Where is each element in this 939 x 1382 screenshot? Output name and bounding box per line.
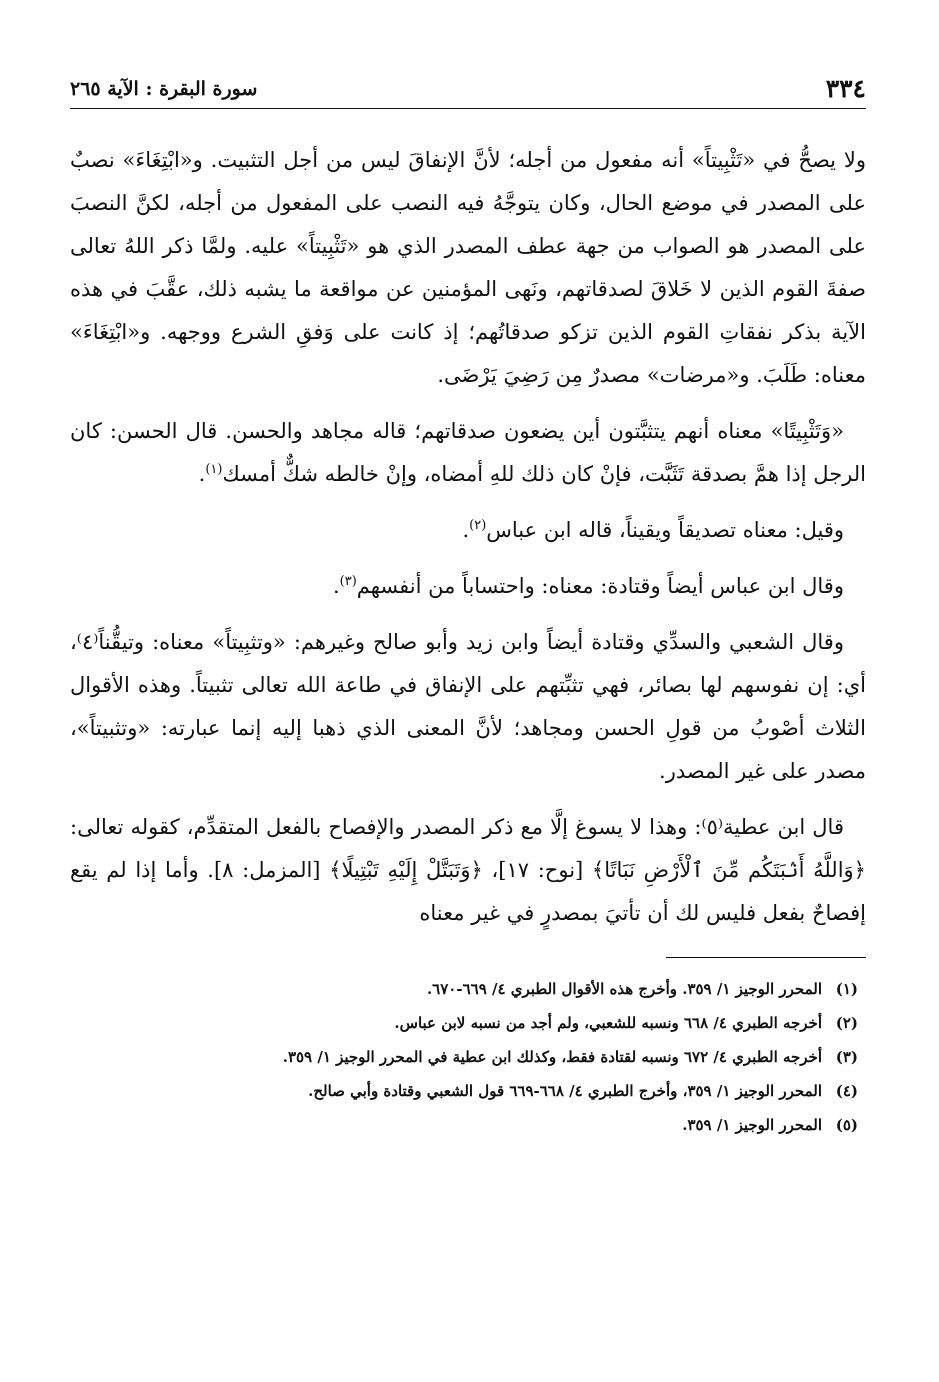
footnote-number: (٥): [835, 1116, 858, 1134]
footnote-text: المحرر الوجيز ١/ ٣٥٩، وأخرج الطبري ٤/ ٦٦٨-٦٦٩ قول الشعبي وقتادة وأبي صالح.: [308, 1082, 822, 1100]
book-page: [70, 68, 866, 1318]
paragraph-text: وقيل: معناه تصديقاً ويقيناً، قاله ابن عباس: [486, 518, 844, 542]
paragraph: [70, 621, 866, 793]
paragraph: وقيل: معناه تصديقاً ويقيناً، قاله ابن عباس$^{(٢)}$.: [462, 518, 844, 542]
page-number: ٣٣٤: [825, 74, 866, 103]
paragraph-text: وقال الشعبي والسدِّي وقتادة أيضاً وابن زيد وأبو صالح وغيرهم: «وتثبِيتاً» معناه: وتيقُّناً⁽٤⁾، أي: إن نفوسهم لها بصائر، فهي تثبِّتهم على الإنفاق في طاعة الله تعالى تثبيتاً. وهذه الأقوال الثلاث أصْوبُ من قولِ الحسن ومجاهد؛ لأنَّ المعنى الذي ذهبا إليه إنما عبارته: «وتثبيتاً»، مصدر على غير المصدر.: [70, 630, 866, 783]
footnote: [70, 1108, 866, 1142]
footnote: [70, 1006, 866, 1040]
footnote-reference: (١): [205, 462, 223, 477]
footnote-reference: (٣): [339, 574, 357, 589]
footnote-text: أخرجه الطبري ٤/ ٦٧٢ ونسبه لقتادة فقط، وكذلك ابن عطية في المحرر الوجيز ١/ ٣٥٩.: [282, 1048, 822, 1066]
footnote-number: (١): [835, 980, 858, 998]
surah-verse-title: سورة البقرة : الآية ٢٦٥: [70, 78, 258, 100]
paragraph-text: وقال ابن عباس أيضاً وقتادة: معناه: واحتساباً من أنفسهم: [356, 574, 844, 598]
paragraph: [70, 139, 866, 397]
footnote-number: (٤): [835, 1082, 858, 1100]
footnote-divider: [666, 957, 866, 958]
footnotes: [70, 972, 866, 1142]
paragraph-text: ولا يصحُّ في «تَثْبِيتاً» أنه مفعول من أجله؛ لأنَّ الإنفاقَ ليس من أجل التثبيت. و«ابْتِغَاءَ» نصبٌ على المصدر في موضع الحال، وكان يتوجَّهُ فيه النصب على المفعول من أجله، لكنَّ النصبَ على المصدر هو الصواب من جهة عطف المصدر الذي هو «تَثْبِيتاً» عليه. ولمَّا ذكر اللهُ تعالى صفةَ القوم الذين لا خَلاقَ لصدقاتهم، ونَهى المؤمنين عن مواقعة ما يشبه ذلك، عقَّبَ في هذه الآية بذكر نفقاتِ القوم الذين تزكو صدقاتُهم؛ إذ كانت على وَفقِ الشرع ووجهه. و«ابْتِغَاءَ» معناه: طَلَبَ. و«مرضات» مصدرٌ مِن رَضِيَ يَرْضَى.: [70, 148, 866, 387]
footnote-text: المحرر الوجيز ١/ ٣٥٩. وأخرج هذه الأقوال الطبري ٤/ ٦٦٩-٦٧٠.: [426, 980, 822, 998]
footnote: [70, 1074, 866, 1108]
paragraph-text: «وَتَثْبِيتًا» معناه أنهم يتثبَّتون أين يضعون صدقاتهم؛ قاله مجاهد والحسن. قال الحسن: كان الرجل إذا همَّ بصدقة تَثَبَّت، فإنْ كان ذلك للهِ أمضاه، وإنْ خالطه شكٌّ أمسك: [70, 419, 866, 486]
running-header: [70, 68, 866, 109]
footnote-number: (٢): [835, 1014, 858, 1032]
footnote-number: (٣): [835, 1048, 858, 1066]
footnote-text: المحرر الوجيز ١/ ٣٥٩.: [682, 1116, 822, 1134]
main-text: [70, 139, 866, 935]
footnote: [70, 972, 866, 1006]
paragraph-text: قال ابن عطية⁽٥⁾: وهذا لا يسوغ إلَّا مع ذكر المصدر والإفصاح بالفعل المتقدِّم، كقوله تعالى: ﴿وَاللَّهُ أَنۢبَتَكُم مِّنَ ٱلْأَرْضِ نَبَاتًا﴾ [نوح: ١٧]، ﴿وَتَبَتَّلْ إِلَيْهِ تَبْتِيلًا﴾ [المزمل: ٨]. وأما إذا لم يقع إفصاحٌ بفعل فليس لك أن تأتيَ بمصدرٍ في غير معناه: [70, 815, 866, 925]
footnote: [70, 1040, 866, 1074]
paragraph: [70, 806, 866, 935]
footnote-text: أخرجه الطبري ٤/ ٦٦٨ ونسبه للشعبي، ولم أجد من نسبه لابن عباس.: [394, 1014, 822, 1032]
paragraph: «وَتَثْبِيتًا» معناه أنهم يتثبَّتون أين يضعون صدقاتهم؛ قاله مجاهد والحسن. قال الحسن: كان الرجل إذا همَّ بصدقة تَثَبَّت، فإنْ كان ذلك للهِ أمضاه، وإنْ خالطه شكٌّ أمسك$^{(١)}$.: [70, 419, 866, 486]
footnote-reference: (٢): [469, 518, 487, 533]
paragraph: وقال ابن عباس أيضاً وقتادة: معناه: واحتساباً من أنفسهم$^{(٣)}$.: [332, 574, 844, 598]
